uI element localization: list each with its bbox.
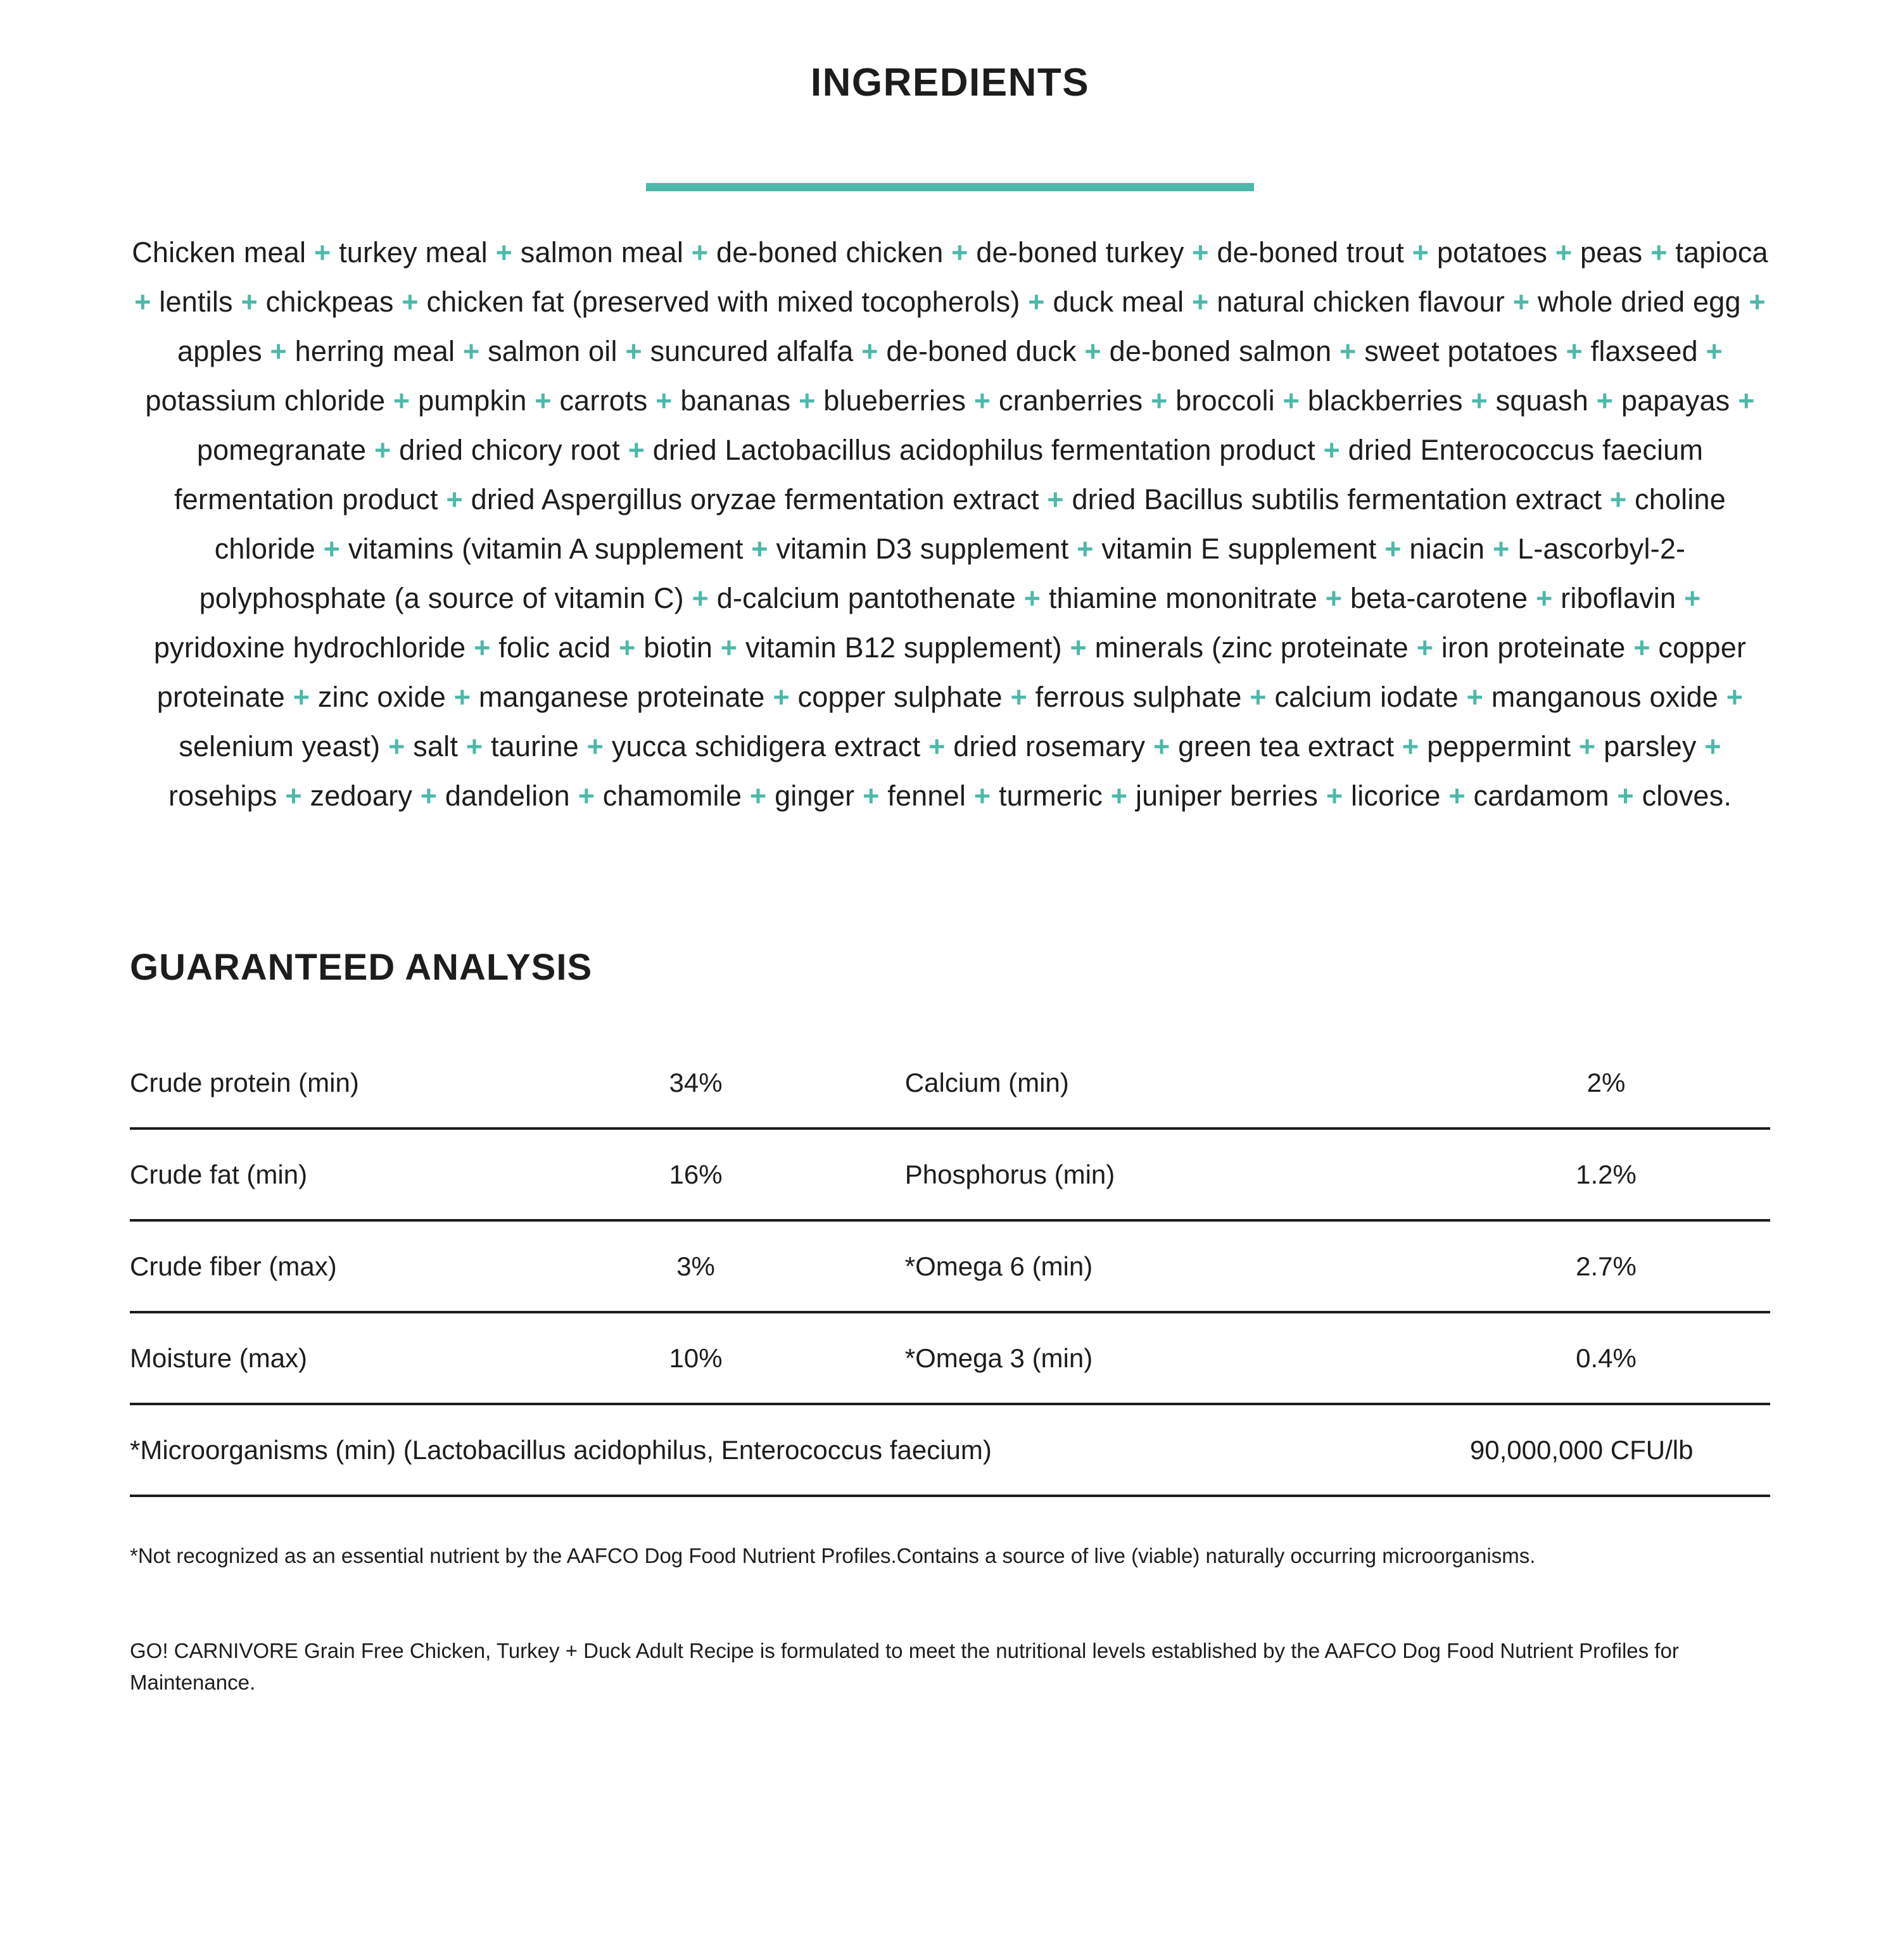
ingredient-item: rosehips <box>168 780 277 812</box>
page-title: INGREDIENTS <box>810 61 1090 104</box>
plus-icon: + <box>1578 730 1596 762</box>
ingredient-item: pumpkin <box>418 384 527 417</box>
ingredient-item: calcium iodate <box>1274 681 1459 713</box>
nutrient-value: 90,000,000 CFU/lb <box>1469 1434 1694 1465</box>
plus-icon: + <box>323 533 341 565</box>
ingredient-item: natural chicken flavour <box>1217 286 1505 318</box>
ingredient-item: whole dried egg <box>1537 286 1741 318</box>
plus-icon: + <box>692 582 709 614</box>
plus-icon: + <box>1466 681 1484 713</box>
plus-icon: + <box>453 681 471 713</box>
ingredient-item: dandelion <box>445 780 570 812</box>
ingredient-item: papayas <box>1621 384 1730 417</box>
ingredient-item: herring meal <box>294 335 455 367</box>
ingredient-item: peppermint <box>1427 730 1571 762</box>
ingredient-item: dried Aspergillus oryzae fermentation extract <box>471 483 1039 515</box>
ingredient-item: ferrous sulphate <box>1035 681 1242 713</box>
plus-icon: + <box>1010 681 1027 713</box>
plus-icon: + <box>973 384 991 417</box>
plus-icon: + <box>1326 780 1343 812</box>
ingredient-item: blackberries <box>1307 384 1463 417</box>
plus-icon: + <box>1617 780 1634 812</box>
ingredient-item: beta-carotene <box>1350 582 1528 614</box>
plus-icon: + <box>1084 335 1101 367</box>
plus-icon: + <box>1070 631 1087 664</box>
plus-icon: + <box>799 384 816 417</box>
nutrient-label: Crude fat (min) <box>130 1159 308 1189</box>
plus-icon: + <box>1749 286 1766 318</box>
analysis-table <box>130 1038 1770 1497</box>
ingredient-item: apples <box>177 335 262 367</box>
ingredient-item: de-boned duck <box>886 335 1077 367</box>
ingredient-item: d-calcium pantothenate <box>716 582 1016 614</box>
ingredient-item: zinc oxide <box>317 681 446 713</box>
plus-icon: + <box>1704 730 1721 762</box>
plus-icon: + <box>773 681 790 713</box>
plus-icon: + <box>1633 631 1650 664</box>
plus-icon: + <box>863 780 880 812</box>
nutrient-label: Moisture (max) <box>130 1343 308 1373</box>
ingredient-item: lentils <box>159 286 233 318</box>
ingredient-item: broccoli <box>1175 384 1275 417</box>
ingredient-item: de-boned chicken <box>716 236 944 269</box>
plus-icon: + <box>619 631 636 664</box>
plus-icon: + <box>1023 582 1041 614</box>
plus-icon: + <box>241 286 258 318</box>
plus-icon: + <box>861 335 878 367</box>
ingredient-item: manganous oxide <box>1491 681 1719 713</box>
ingredient-item: peas <box>1580 236 1643 269</box>
ingredient-item: carrots <box>559 384 648 417</box>
plus-icon: + <box>1402 730 1419 762</box>
nutrient-label: Calcium (min) <box>904 1067 1069 1097</box>
ingredient-item: tapioca <box>1675 236 1768 269</box>
plus-icon: + <box>928 730 946 762</box>
ingredient-item: copper sulphate <box>797 681 1003 713</box>
ingredient-item: pomegranate <box>196 434 367 466</box>
plus-icon: + <box>1150 384 1168 417</box>
ingredient-item: dried Bacillus subtilis fermentation extract <box>1072 483 1602 515</box>
plus-icon: + <box>1471 384 1488 417</box>
nutrient-value: 3% <box>676 1251 715 1281</box>
footnote-formulation: GO! CARNIVORE Grain Free Chicken, Turkey + Duck Adult Recipe is formulated to meet the nutritional levels established by the AAFCO Dog Food Nutrient Profiles for Maintenance. <box>130 1639 1679 1694</box>
ingredient-item: squash <box>1495 384 1588 417</box>
title-underline <box>646 183 1254 191</box>
ingredient-item: biotin <box>643 631 713 664</box>
plus-icon: + <box>270 335 287 367</box>
ingredient-item: ginger <box>775 780 855 812</box>
ingredient-item: suncured alfalfa <box>650 335 854 367</box>
ingredient-item: potassium chloride <box>145 384 386 417</box>
plus-icon: + <box>402 286 419 318</box>
ingredient-item: dried chicory root <box>399 434 620 466</box>
ingredient-item: niacin <box>1409 533 1485 565</box>
analysis-row <box>130 1313 1770 1405</box>
nutrient-label: Crude fiber (max) <box>130 1251 337 1281</box>
plus-icon: + <box>1192 286 1209 318</box>
footnote-aafco: *Not recognized as an essential nutrient by the AAFCO Dog Food Nutrient Profiles.Contains a source of live (viable) naturally occurring microorganisms. <box>130 1544 1536 1567</box>
ingredient-item: minerals (zinc proteinate <box>1094 631 1409 664</box>
plus-icon: + <box>1110 780 1128 812</box>
plus-icon: + <box>628 434 645 466</box>
ingredient-item: thiamine mononitrate <box>1048 582 1318 614</box>
plus-icon: + <box>446 483 463 515</box>
plus-icon: + <box>691 236 709 269</box>
plus-icon: + <box>720 631 738 664</box>
ingredient-item: salmon oil <box>488 335 618 367</box>
ingredient-item: bananas <box>680 384 791 417</box>
plus-icon: + <box>1512 286 1530 318</box>
nutrient-value: 0.4% <box>1576 1343 1637 1373</box>
plus-icon: + <box>1448 780 1466 812</box>
plus-icon: + <box>1028 286 1045 318</box>
ingredient-item: selenium yeast) <box>179 730 381 762</box>
ingredient-item: L-ascorbyl-2-polyphosphate (a source of vitamin C) <box>199 533 1686 614</box>
plus-icon: + <box>535 384 552 417</box>
plus-icon: + <box>1706 335 1723 367</box>
ingredient-item: turkey meal <box>339 236 488 269</box>
ingredient-item: chamomile <box>602 780 742 812</box>
nutrient-label: *Microorganisms (min) (Lactobacillus acidophilus, Enterococcus faecium) <box>130 1434 992 1465</box>
plus-icon: + <box>1738 384 1755 417</box>
plus-icon: + <box>1325 582 1343 614</box>
plus-icon: + <box>625 335 642 367</box>
nutrient-value: 16% <box>669 1159 723 1189</box>
ingredient-item: chicken fat (preserved with mixed tocopherols) <box>426 286 1020 318</box>
plus-icon: + <box>1282 384 1300 417</box>
plus-icon: + <box>495 236 513 269</box>
plus-icon: + <box>293 681 310 713</box>
ingredient-item: green tea extract <box>1178 730 1395 762</box>
plus-icon: + <box>388 730 405 762</box>
plus-icon: + <box>586 730 604 762</box>
ingredient-item: pyridoxine hydrochloride <box>153 631 466 664</box>
plus-icon: + <box>1250 681 1267 713</box>
plus-icon: + <box>1566 335 1583 367</box>
ingredient-item: duck meal <box>1053 286 1184 318</box>
ingredient-item: chickpeas <box>265 286 394 318</box>
plus-icon: + <box>1047 483 1064 515</box>
plus-icon: + <box>474 631 491 664</box>
ingredient-item: riboflavin <box>1561 582 1676 614</box>
nutrient-value: 10% <box>669 1343 723 1373</box>
ingredient-item: folic acid <box>498 631 611 664</box>
ingredient-item: juniper berries <box>1135 780 1319 812</box>
ingredient-item: potatoes <box>1436 236 1548 269</box>
nutrient-label: Crude protein (min) <box>130 1067 359 1097</box>
nutrient-label: Phosphorus (min) <box>904 1159 1115 1189</box>
plus-icon: + <box>462 335 480 367</box>
label-sheet <box>0 60 1900 1698</box>
ingredient-item: yucca schidigera extract <box>611 730 921 762</box>
ingredient-item: salmon meal <box>520 236 684 269</box>
plus-icon: + <box>134 286 151 318</box>
plus-icon: + <box>1323 434 1340 466</box>
plus-icon: + <box>1384 533 1402 565</box>
plus-icon: + <box>1153 730 1170 762</box>
nutrient-value: 2.7% <box>1576 1251 1637 1281</box>
ingredient-item: cardamom <box>1473 780 1609 812</box>
nutrient-label: *Omega 6 (min) <box>904 1251 1093 1281</box>
plus-icon: + <box>1683 582 1701 614</box>
ingredient-item: vitamins (vitamin A supplement <box>348 533 744 565</box>
ingredient-item: Chicken meal <box>132 236 307 269</box>
ingredient-item: taurine <box>490 730 579 762</box>
ingredient-item: de-boned turkey <box>976 236 1184 269</box>
plus-icon: + <box>749 780 767 812</box>
plus-icon: + <box>1726 681 1744 713</box>
plus-icon: + <box>951 236 968 269</box>
plus-icon: + <box>393 384 410 417</box>
plus-icon: + <box>1192 236 1209 269</box>
ingredient-item: salt <box>413 730 459 762</box>
ingredient-item: copper proteinate <box>156 631 1747 713</box>
ingredient-item: manganese proteinate <box>478 681 765 713</box>
ingredient-item: choline chloride <box>214 483 1726 565</box>
plus-icon: + <box>374 434 391 466</box>
ingredient-item: sweet potatoes <box>1364 335 1558 367</box>
nutrient-label: *Omega 3 (min) <box>904 1343 1093 1373</box>
plus-icon: + <box>1596 384 1614 417</box>
ingredient-item: blueberries <box>823 384 966 417</box>
ingredient-item: de-boned trout <box>1217 236 1404 269</box>
ingredient-item: flaxseed <box>1590 335 1698 367</box>
ingredient-item: parsley <box>1604 730 1697 762</box>
ingredient-item: zedoary <box>310 780 413 812</box>
ingredient-item: vitamin B12 supplement) <box>745 631 1062 664</box>
plus-icon: + <box>1650 236 1668 269</box>
plus-icon: + <box>1535 582 1553 614</box>
ingredient-item: cranberries <box>998 384 1143 417</box>
plus-icon: + <box>1416 631 1434 664</box>
analysis-row <box>130 1038 1770 1130</box>
ingredient-item: dried rosemary <box>953 730 1146 762</box>
ingredient-item: licorice <box>1351 780 1441 812</box>
ingredient-item: dried Lactobacillus acidophilus fermentation product <box>652 434 1315 466</box>
analysis-heading: GUARANTEED ANALYSIS <box>130 947 593 988</box>
plus-icon: + <box>314 236 331 269</box>
plus-icon: + <box>1555 236 1573 269</box>
plus-icon: + <box>1077 533 1094 565</box>
nutrient-value: 2% <box>1586 1067 1626 1097</box>
plus-icon: + <box>656 384 673 417</box>
plus-icon: + <box>285 780 302 812</box>
ingredient-item: turmeric <box>998 780 1103 812</box>
nutrient-value: 1.2% <box>1576 1159 1637 1189</box>
plus-icon: + <box>1609 483 1627 515</box>
ingredient-item: iron proteinate <box>1441 631 1626 664</box>
ingredient-item: dried Enterococcus faecium fermentation product <box>174 434 1704 515</box>
ingredient-item: vitamin D3 supplement <box>776 533 1069 565</box>
plus-icon: + <box>466 730 483 762</box>
guaranteed-analysis-section <box>130 946 1770 1497</box>
analysis-row <box>130 1130 1770 1222</box>
plus-icon: + <box>420 780 438 812</box>
analysis-row <box>130 1222 1770 1313</box>
ingredient-item: fennel <box>887 780 966 812</box>
nutrient-value: 34% <box>669 1067 723 1097</box>
ingredients-paragraph: Chicken meal + turkey meal + salmon meal + de-boned chicken + de-boned turkey + de-boned trout + potatoes + peas + tapioca + lentils + chickpeas + chicken fat (preserved with mixed tocopherols) + duck meal + natural chicken flavour + whole dried egg + apples + herring meal + salmon oil + suncured alfalfa + de-boned duck + de-boned salmon + sweet potatoes + flaxseed + potassium chloride + pumpkin + carrots + bananas + blueberries + cranberries + broccoli + blackberries + squash + papayas + pomegranate + dried chicory root + dried Lactobacillus acidophilus fermentation product + dried Enterococcus faecium fermentation product + dried Aspergillus oryzae fermentation extract + dried Bacillus subtilis fermentation extract + choline chloride + vitamins (vitamin A supplement + vitamin D3 supplement + vitamin E supplement + niacin + L-ascorbyl-2-polyphosphate (a source of vitamin C) + d-calcium pantothenate + thiamine mononitrate + beta-carotene + riboflavin + pyridoxine hydrochloride + folic acid + biotin + vitamin B12 supplement) + minerals (zinc proteinate + iron proteinate + copper proteinate + zinc oxide + manganese proteinate + copper sulphate + ferrous sulphate + calcium iodate + manganous oxide + selenium yeast) + salt + taurine + yucca schidigera extract + dried rosemary + green tea extract + peppermint + parsley + rosehips + zedoary + dandelion + chamomile + ginger + fennel + turmeric + juniper berries + licorice + cardamom + cloves. <box>132 236 1768 812</box>
plus-icon: + <box>1340 335 1357 367</box>
ingredient-item: cloves <box>1642 780 1724 812</box>
ingredient-item: de-boned salmon <box>1109 335 1332 367</box>
plus-icon: + <box>973 780 991 812</box>
ingredient-item: vitamin E supplement <box>1101 533 1377 565</box>
plus-icon: + <box>1492 533 1510 565</box>
plus-icon: + <box>578 780 595 812</box>
plus-icon: + <box>751 533 768 565</box>
microorganisms-row <box>130 1405 1770 1497</box>
plus-icon: + <box>1412 236 1429 269</box>
